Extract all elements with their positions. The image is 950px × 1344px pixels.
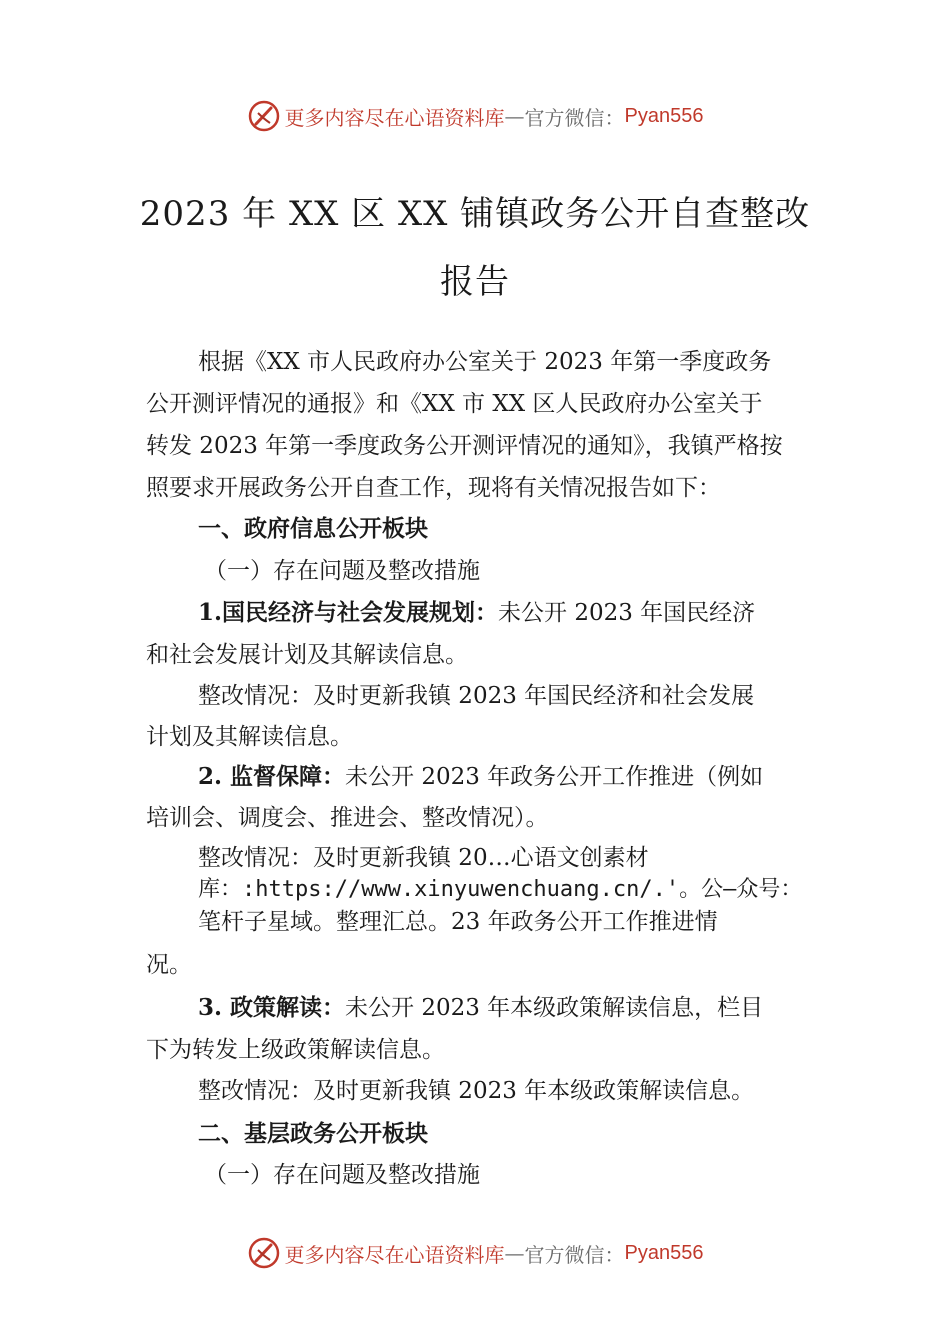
watermark-wechat-id: Pyan556	[624, 104, 704, 127]
item1-fix-line2: 计划及其解读信息。	[146, 724, 353, 750]
item1-fix-line1: 整改情况：及时更新我镇 2023 年国民经济和社会发展	[198, 683, 755, 709]
brush-logo-icon	[247, 1236, 281, 1270]
watermark-wechat-label: 官方微信：	[524, 105, 625, 130]
item2-fix-line1: 整改情况：及时更新我镇 20…心语文创素材	[198, 845, 649, 871]
item1-line1	[198, 598, 755, 628]
item3-label: 3. 政策解读：	[198, 994, 346, 1021]
section2-subheading: （一）存在问题及整改措施	[204, 1162, 480, 1188]
intro-line: 转发 2023 年第一季度政务公开测评情况的通知》，我镇严格按	[146, 433, 783, 459]
item3-text: 未公开 2023 年本级政策解读信息，栏目	[345, 995, 764, 1021]
item1-text: 未公开 2023 年国民经济	[498, 600, 756, 626]
item2-line1	[198, 762, 763, 792]
item1-label: 1.国民经济与社会发展规划：	[198, 599, 499, 626]
section1-subheading: （一）存在问题及整改措施	[204, 558, 480, 584]
document-title-line1: 2023 年 XX 区 XX 铺镇政务公开自查整改	[139, 194, 811, 234]
item2-text: 未公开 2023 年政务公开工作推进（例如	[345, 764, 764, 790]
watermark-banner-bottom	[0, 1233, 950, 1273]
item3-line2: 下为转发上级政策解读信息。	[146, 1037, 445, 1063]
watermark-dash: —	[504, 1241, 525, 1265]
item2-line2: 培训会、调度会、推进会、整改情况）。	[146, 805, 549, 831]
item3-fix-line1: 整改情况：及时更新我镇 2023 年本级政策解读信息。	[198, 1078, 755, 1104]
watermark-dash: —	[504, 104, 525, 128]
brush-logo-icon	[247, 99, 281, 133]
document-title-line2: 报告	[440, 262, 510, 302]
section2-heading: 二、基层政务公开板块	[198, 1120, 428, 1147]
intro-line: 根据《XX 市人民政府办公室关于 2023 年第一季度政务	[198, 349, 772, 375]
item1-line2: 和社会发展计划及其解读信息。	[146, 642, 468, 668]
watermark-text: 更多内容尽在心语资料库	[284, 105, 505, 130]
item2-fix-line4: 况。	[146, 952, 192, 978]
item2-fix-line3: 笔杆子星域。整理汇总。23 年政务公开工作推进情	[198, 909, 718, 935]
item3-line1	[198, 993, 763, 1023]
intro-line: 照要求开展政务公开自查工作，现将有关情况报告如下：	[146, 475, 721, 501]
item2-fix-line2: 库：:https://www.xinyuwenchuang.cn/.'。公—众号：	[198, 877, 803, 902]
watermark-wechat-id: Pyan556	[624, 1241, 704, 1264]
item2-label: 2. 监督保障：	[198, 763, 346, 790]
watermark-wechat-label: 官方微信：	[524, 1242, 625, 1267]
watermark-text: 更多内容尽在心语资料库	[284, 1242, 505, 1267]
watermark-banner-top	[0, 96, 950, 136]
intro-line: 公开测评情况的通报》和《XX 市 XX 区人民政府办公室关于	[146, 391, 763, 417]
section1-heading: 一、政府信息公开板块	[198, 515, 428, 542]
